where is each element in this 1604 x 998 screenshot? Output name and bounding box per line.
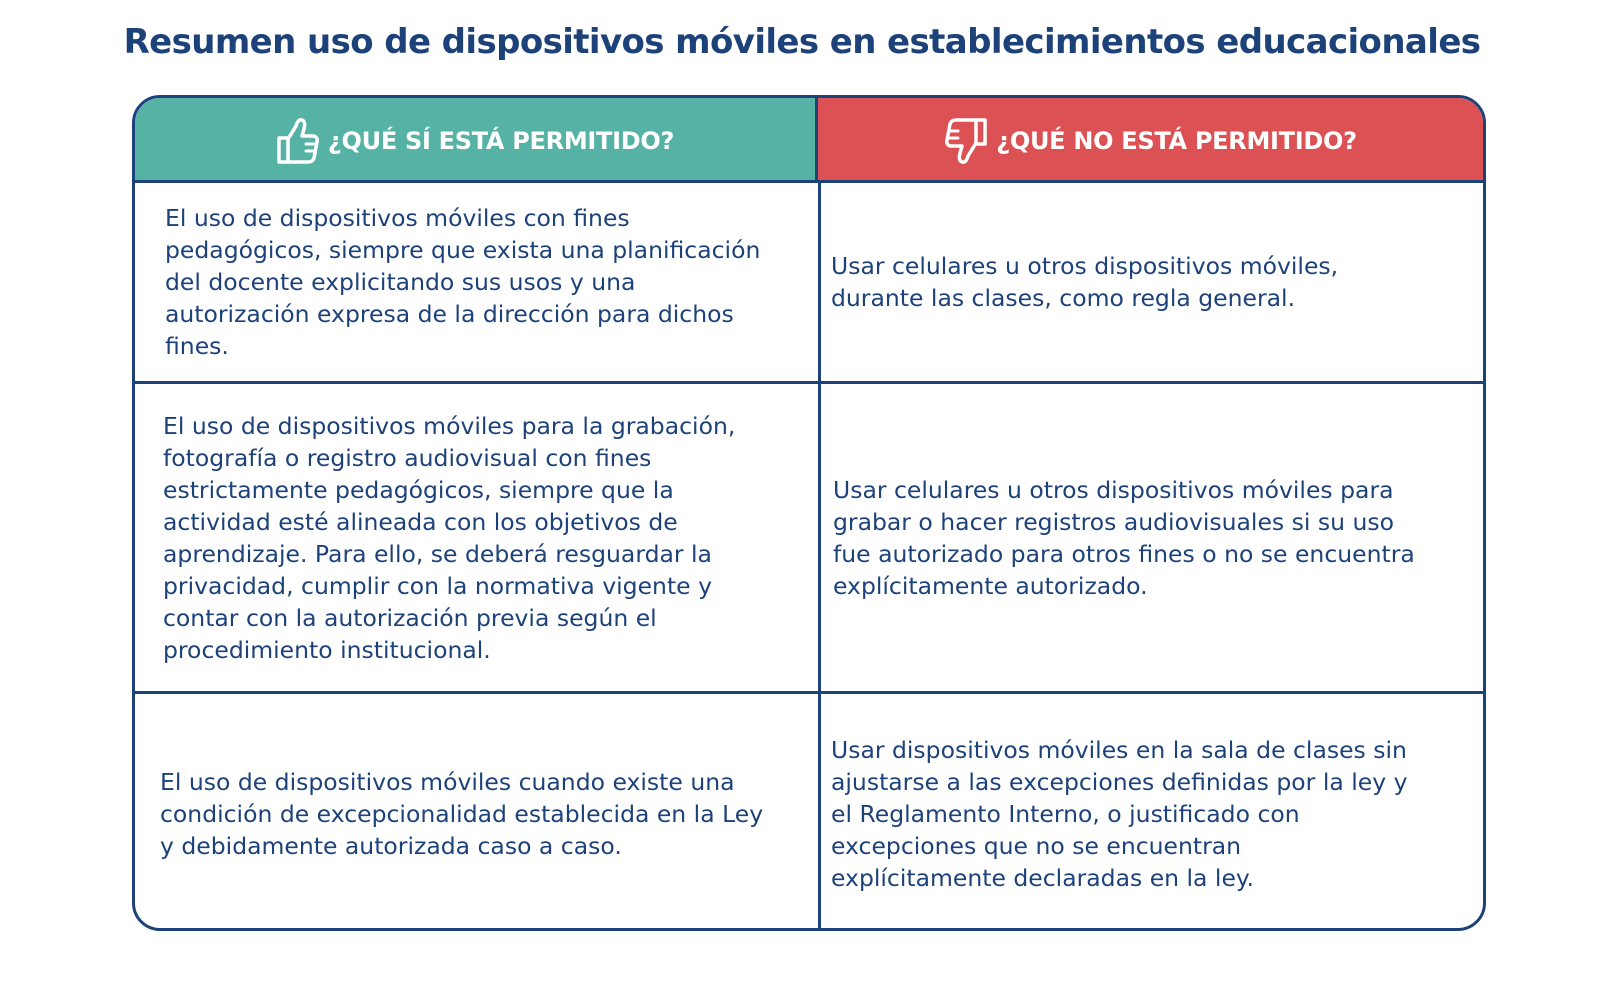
allowed-cell-3: El uso de dispositivos móviles cuando existe una condición de excepcionalidad establecida en la Ley y debidamente autorizada caso a caso. (160, 768, 764, 860)
thumbs-down-icon (944, 116, 988, 166)
allowed-cell-1: El uso de dispositivos móviles con fines pedagógicos, siempre que exista una planificación del docente explicitando sus usos y una autorización expresa de la dirección para dichos fines. (165, 204, 761, 360)
page-title: Resumen uso de dispositivos móviles en establecimientos educacionales (123, 22, 1481, 62)
allowed-cell-2: El uso de dispositivos móviles para la grabación, fotografía o registro audiovisual con fines estrictamente pedagógicos, siempre que la actividad esté alineada con los objetivos de aprendizaje. Para ello, se deberá resguardar la privacidad, cumplir con la normativa vigente y contar con la autorización previa según el procedimiento institucional. (163, 411, 736, 664)
column-divider (818, 183, 821, 931)
not-allowed-cell-3: Usar dispositivos móviles en la sala de clases sin ajustarse a las excepciones definidas por la ley y el Reglamento Interno, o justificado con excepciones que no se encuentran explícitamente declaradas en la ley. (831, 736, 1408, 892)
allowed-header (135, 98, 818, 183)
not-allowed-cell-2: Usar celulares u otros dispositivos móviles para grabar o hacer registros audiovisuales si su uso fue autorizado para otros fines o no se encuentra explícitamente autorizado. (833, 475, 1415, 600)
not-allowed-cell-1: Usar celulares u otros dispositivos móviles, durante las clases, como regla general. (831, 252, 1339, 312)
thumbs-up-icon (276, 116, 320, 166)
not-allowed-header-label: ¿QUÉ NO ESTÁ PERMITIDO? (996, 126, 1357, 155)
not-allowed-header (818, 98, 1483, 183)
allowed-header-label: ¿QUÉ SÍ ESTÁ PERMITIDO? (327, 126, 675, 155)
summary-table (132, 95, 1486, 931)
